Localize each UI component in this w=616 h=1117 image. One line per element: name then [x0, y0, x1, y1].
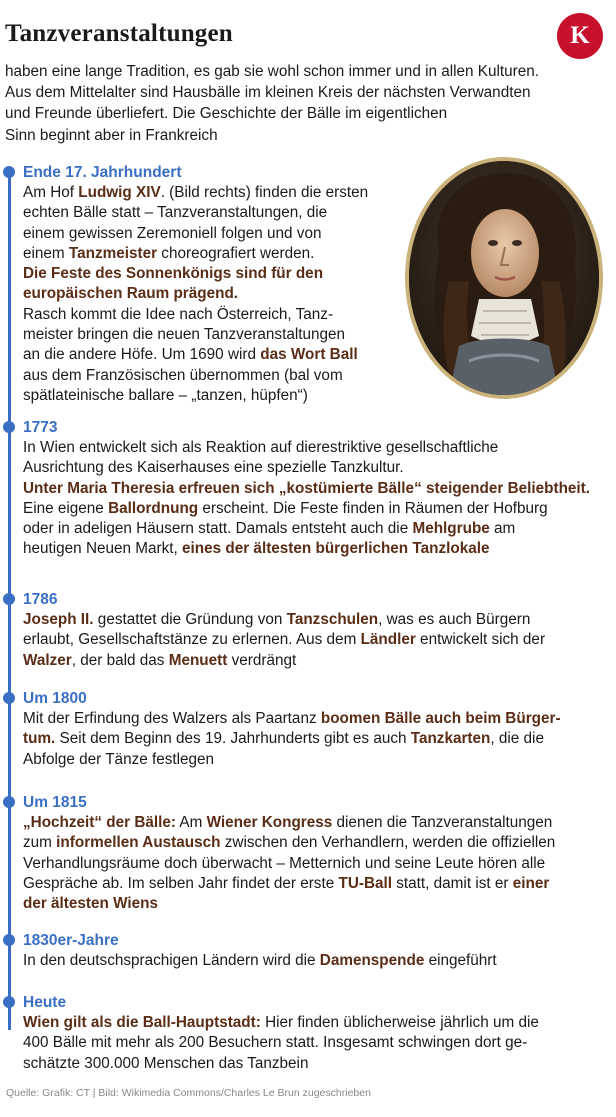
text-line: verdrängt — [227, 651, 297, 669]
text-line — [23, 610, 611, 630]
text-line: heutigen Neuen Markt, — [23, 540, 183, 558]
entry-text — [23, 183, 403, 406]
text-line: meister bringen die neuen Tanzveranstaltungen — [23, 326, 346, 344]
text-line — [23, 519, 611, 539]
text-line — [23, 345, 403, 365]
timeline-entry — [23, 689, 611, 770]
text-line: Ausrichtung des Kaiserhauses eine spezielle Tanzkultur. — [23, 459, 404, 477]
timeline-dot — [3, 421, 15, 433]
portrait-frame — [405, 157, 603, 399]
entry-text — [23, 438, 611, 560]
bold-phrase: TU-Ball — [338, 874, 393, 892]
bold-phrase: boomen Bälle auch beim Bürger- — [320, 710, 561, 727]
bold-phrase: eines der ältesten bürgerlichen Tanzlokale — [182, 540, 490, 558]
bold-phrase: Mehlgrube — [412, 520, 490, 538]
text-line: , was es auch Bürgern — [378, 611, 531, 628]
entry-text — [23, 951, 611, 971]
text-line: Rasch kommt die Idee nach Österreich, Tanz- — [23, 305, 334, 323]
page-title: Tanzveranstaltungen — [5, 20, 233, 47]
text-line — [23, 874, 611, 894]
timeline-dot — [3, 996, 15, 1008]
intro-line: haben eine lange Tradition, es gab sie wohl schon immer und in allen Kulturen. — [5, 63, 540, 80]
text-line: Am — [176, 814, 207, 831]
bold-phrase: Ludwig XIV — [78, 184, 161, 201]
timeline-dot — [3, 692, 15, 704]
text-line: Am Hof — [23, 184, 79, 201]
bold-phrase: einer — [512, 874, 550, 892]
text-line: schätzte 300.000 Menschen das Tanzbein — [23, 1054, 309, 1072]
entry-text — [23, 709, 611, 770]
text-line — [23, 539, 611, 559]
bold-phrase: informellen Austausch — [56, 834, 221, 852]
text-line: Seit dem Beginn des 19. Jahrhunderts gibt es auch — [55, 730, 411, 748]
text-line — [23, 813, 611, 833]
source-credit: Quelle: Grafik: CT | Bild: Wikimedia Commons/Charles Le Brun zugeschrieben — [6, 1087, 371, 1099]
kurier-logo[interactable]: K — [557, 13, 603, 59]
entry-text — [23, 1013, 611, 1074]
entry-date: 1773 — [23, 419, 58, 436]
text-line — [23, 894, 611, 914]
bold-phrase: „Hochzeit“ der Bälle: — [23, 814, 176, 831]
text-line — [23, 833, 611, 853]
text-line: einem gewissen Zeremoniell folgen und von — [23, 224, 322, 242]
text-line — [23, 729, 611, 749]
bold-phrase: Unter Maria Theresia erfreuen sich „kostümierte Bälle“ steigender Beliebtheit. — [23, 479, 591, 497]
text-line: zwischen den Verhandlern, werden die offiziellen — [220, 834, 556, 852]
timeline-dot — [3, 934, 15, 946]
text-line — [23, 499, 611, 519]
timeline-entry — [23, 418, 611, 560]
entry-date: 1786 — [23, 591, 58, 608]
text-line — [23, 709, 611, 729]
text-line — [23, 479, 611, 499]
text-line: eingeführt — [424, 952, 497, 969]
text-line: an die andere Höfe. Um 1690 wird — [23, 346, 261, 364]
bold-phrase: Tanzkarten — [410, 730, 491, 748]
text-line — [23, 284, 403, 304]
bold-phrase: Ländler — [360, 631, 416, 649]
text-line: Eine eigene — [23, 499, 109, 517]
text-line — [23, 630, 611, 650]
intro-text — [5, 61, 605, 146]
text-line: echten Bälle statt – Tanzveranstaltungen, die — [23, 204, 328, 222]
text-line: . (Bild rechts) finden die ersten — [160, 184, 369, 201]
timeline-entry — [23, 590, 611, 671]
intro-line: und Freunde überliefert. Die Geschichte der Bälle im eigentlichen — [5, 105, 448, 123]
text-line: , die die — [490, 730, 544, 748]
bold-phrase: Wiener Kongress — [206, 814, 333, 831]
text-line: In Wien entwickelt sich als Reaktion auf dierestriktive gesellschaftliche — [23, 439, 499, 456]
bold-phrase: europäischen Raum prägend. — [23, 285, 239, 303]
entry-date: Um 1800 — [23, 690, 87, 707]
text-line: spätlateinische ballare – „tanzen, hüpfen“) — [23, 386, 308, 404]
intro-line: Aus dem Mittelalter sind Hausbälle im kleinen Kreis der nächsten Verwandten — [5, 84, 531, 102]
bold-phrase: Ballordnung — [108, 499, 199, 517]
bold-phrase: Walzer — [23, 651, 72, 669]
timeline-dot — [3, 593, 15, 605]
text-line — [23, 244, 403, 264]
text-line: erscheint. Die Feste finden in Räumen der Hofburg — [198, 499, 548, 517]
text-line: 400 Bälle mit mehr als 200 Besuchern statt. Insgesamt schwingen dort ge- — [23, 1034, 528, 1052]
timeline-entry — [23, 993, 611, 1074]
text-line — [23, 1013, 611, 1033]
text-line: am — [489, 520, 516, 538]
timeline-entry — [23, 163, 403, 406]
entry-text — [23, 813, 611, 914]
entry-date: Heute — [23, 994, 67, 1011]
bold-phrase: Die Feste des Sonnenkönigs sind für den — [23, 265, 324, 283]
bold-phrase: Menuett — [168, 651, 228, 669]
bold-phrase: das Wort Ball — [260, 346, 358, 364]
text-line: choreografiert werden. — [157, 244, 315, 262]
text-line: einem — [23, 244, 69, 262]
text-line: dienen die Tanzveranstaltungen — [332, 814, 553, 831]
text-line — [23, 264, 403, 284]
text-line: statt, damit ist er — [392, 874, 513, 892]
text-line: Gespräche ab. Im selben Jahr findet der erste — [23, 874, 339, 892]
text-line — [23, 183, 403, 203]
timeline-dot — [3, 166, 15, 178]
intro-line: Sinn beginnt aber in Frankreich — [5, 126, 218, 144]
bold-phrase: Tanzmeister — [68, 244, 158, 262]
text-line: zum — [23, 834, 57, 852]
entry-date: Ende 17. Jahrhundert — [23, 164, 182, 181]
bold-phrase: Damenspende — [319, 952, 425, 969]
text-line: Abfolge der Tänze festlegen — [23, 750, 215, 768]
bold-phrase: Joseph II. — [23, 611, 94, 628]
bold-phrase: tum. — [23, 730, 56, 748]
text-line: aus dem Französischen übernommen (bal vom — [23, 366, 343, 384]
text-line — [23, 651, 611, 671]
text-line: Verhandlungsräume doch überwacht – Metternich und seine Leute hören alle — [23, 854, 546, 872]
bold-phrase: der ältesten Wiens — [23, 895, 159, 913]
portrait-image-louis-xiv — [409, 161, 599, 395]
text-line — [23, 951, 611, 971]
text-line: , der bald das — [71, 651, 169, 669]
text-line: erlaubt, Gesellschaftstänze zu erlernen. Aus dem — [23, 631, 361, 649]
entry-text — [23, 610, 611, 671]
text-line: Hier finden üblicherweise jährlich um die — [260, 1014, 539, 1031]
timeline-dot — [3, 796, 15, 808]
entry-date: 1830er-Jahre — [23, 932, 119, 949]
timeline-entry — [23, 793, 611, 914]
text-line: oder in adeligen Häusern statt. Damals entsteht auch die — [23, 520, 413, 538]
entry-date: Um 1815 — [23, 794, 87, 811]
text-line: In den deutschsprachigen Ländern wird die — [23, 952, 320, 969]
bold-phrase: Tanzschulen — [286, 611, 379, 628]
timeline-entry — [23, 931, 611, 971]
text-line: Mit der Erfindung des Walzers als Paartanz — [23, 710, 321, 727]
bold-phrase: Wien gilt als die Ball-Hauptstadt: — [23, 1014, 261, 1031]
text-line: entwickelt sich der — [415, 631, 546, 649]
text-line: gestattet die Gründung von — [93, 611, 287, 628]
